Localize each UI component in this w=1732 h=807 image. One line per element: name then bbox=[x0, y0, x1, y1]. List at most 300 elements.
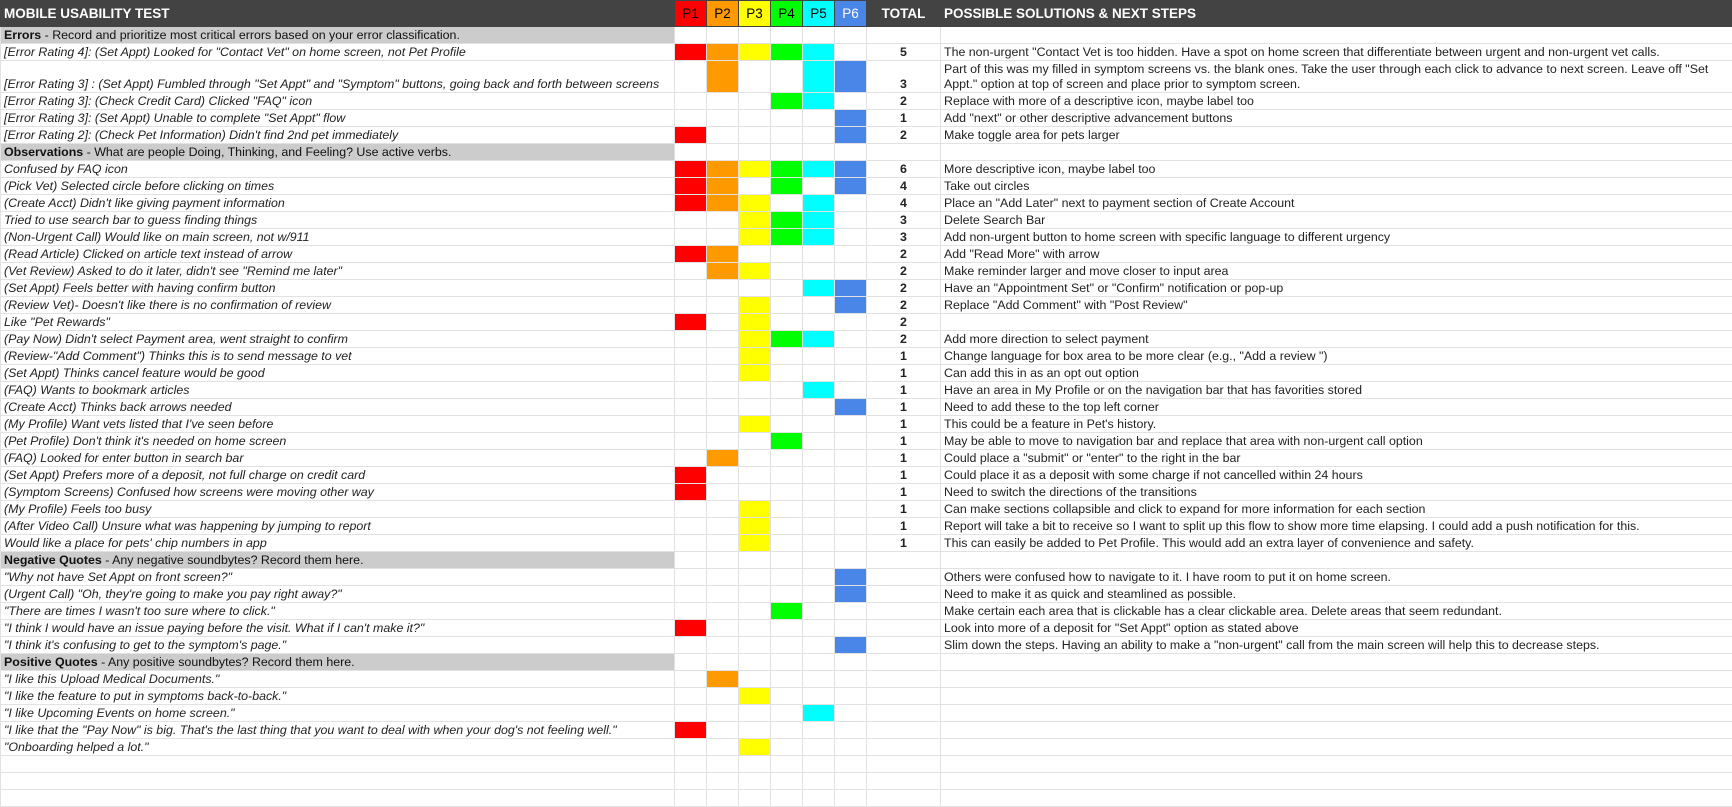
participant-cell-p6[interactable] bbox=[835, 246, 867, 263]
participant-cell-p4[interactable] bbox=[771, 280, 803, 297]
participant-cell-p5[interactable] bbox=[803, 399, 835, 416]
empty-cell[interactable] bbox=[675, 654, 707, 671]
empty-cell[interactable] bbox=[675, 756, 707, 773]
participant-cell-p5[interactable] bbox=[803, 620, 835, 637]
finding-cell[interactable]: Like "Pet Rewards" bbox=[1, 314, 675, 331]
solution-cell[interactable]: Report will take a bit to receive so I want to split up this flow to show more time elapsing. I could add a push notification for this. bbox=[941, 518, 1732, 535]
total-cell[interactable]: 6 bbox=[867, 161, 941, 178]
finding-cell[interactable]: [Error Rating 3]: (Set Appt) Unable to complete "Set Appt" flow bbox=[1, 110, 675, 127]
participant-cell-p2[interactable] bbox=[707, 688, 739, 705]
total-cell[interactable]: 4 bbox=[867, 178, 941, 195]
participant-cell-p2[interactable] bbox=[707, 603, 739, 620]
solution-cell[interactable] bbox=[941, 688, 1732, 705]
participant-cell-p3[interactable] bbox=[739, 229, 771, 246]
participant-cell-p3[interactable] bbox=[739, 433, 771, 450]
participant-cell-p3[interactable] bbox=[739, 671, 771, 688]
participant-cell-p6[interactable] bbox=[835, 110, 867, 127]
participant-cell-p1[interactable] bbox=[675, 93, 707, 110]
participant-cell-p6[interactable] bbox=[835, 603, 867, 620]
participant-cell-p3[interactable] bbox=[739, 297, 771, 314]
participant-cell-p3[interactable] bbox=[739, 110, 771, 127]
participant-cell-p1[interactable] bbox=[675, 705, 707, 722]
solution-cell[interactable]: Make toggle area for pets larger bbox=[941, 127, 1732, 144]
participant-cell-p5[interactable] bbox=[803, 110, 835, 127]
participant-cell-p4[interactable] bbox=[771, 61, 803, 93]
total-cell[interactable] bbox=[867, 569, 941, 586]
participant-cell-p3[interactable] bbox=[739, 348, 771, 365]
participant-header-p3[interactable]: P3 bbox=[739, 1, 771, 27]
participant-cell-p5[interactable] bbox=[803, 161, 835, 178]
empty-cell[interactable] bbox=[675, 790, 707, 807]
participant-cell-p2[interactable] bbox=[707, 433, 739, 450]
participant-cell-p1[interactable] bbox=[675, 348, 707, 365]
participant-cell-p4[interactable] bbox=[771, 688, 803, 705]
participant-cell-p6[interactable] bbox=[835, 331, 867, 348]
participant-cell-p3[interactable] bbox=[739, 620, 771, 637]
empty-cell[interactable] bbox=[835, 552, 867, 569]
participant-cell-p5[interactable] bbox=[803, 212, 835, 229]
empty-cell[interactable] bbox=[941, 773, 1732, 790]
finding-cell[interactable]: "I like the feature to put in symptoms back-to-back." bbox=[1, 688, 675, 705]
participant-cell-p5[interactable] bbox=[803, 569, 835, 586]
finding-cell[interactable]: [Error Rating 4]: (Set Appt) Looked for "Contact Vet" on home screen, not Pet Profile bbox=[1, 44, 675, 61]
participant-cell-p3[interactable] bbox=[739, 518, 771, 535]
total-cell[interactable]: 1 bbox=[867, 416, 941, 433]
participant-cell-p5[interactable] bbox=[803, 246, 835, 263]
participant-cell-p1[interactable] bbox=[675, 178, 707, 195]
finding-cell[interactable]: (Pay Now) Didn't select Payment area, went straight to confirm bbox=[1, 331, 675, 348]
participant-cell-p5[interactable] bbox=[803, 739, 835, 756]
total-cell[interactable] bbox=[867, 637, 941, 654]
finding-cell[interactable]: (Create Acct) Didn't like giving payment information bbox=[1, 195, 675, 212]
participant-cell-p2[interactable] bbox=[707, 212, 739, 229]
solution-cell[interactable]: More descriptive icon, maybe label too bbox=[941, 161, 1732, 178]
finding-cell[interactable]: (Review-"Add Comment") Thinks this is to send message to vet bbox=[1, 348, 675, 365]
solution-cell[interactable]: This could be a feature in Pet's history. bbox=[941, 416, 1732, 433]
empty-cell[interactable] bbox=[771, 773, 803, 790]
participant-cell-p4[interactable] bbox=[771, 671, 803, 688]
solution-cell[interactable]: Could place a "submit" or "enter" to the right in the bar bbox=[941, 450, 1732, 467]
section-title-cell[interactable] bbox=[1, 27, 675, 44]
solution-cell[interactable]: Delete Search Bar bbox=[941, 212, 1732, 229]
participant-cell-p2[interactable] bbox=[707, 671, 739, 688]
solution-cell[interactable]: Could place it as a deposit with some charge if not cancelled within 24 hours bbox=[941, 467, 1732, 484]
total-cell[interactable]: 1 bbox=[867, 365, 941, 382]
solution-cell[interactable]: Others were confused how to navigate to it. I have room to put it on home screen. bbox=[941, 569, 1732, 586]
participant-cell-p2[interactable] bbox=[707, 263, 739, 280]
finding-cell[interactable]: [Error Rating 3] : (Set Appt) Fumbled through "Set Appt" and "Symptom" buttons, going back and forth between screens bbox=[1, 61, 675, 93]
participant-cell-p2[interactable] bbox=[707, 739, 739, 756]
participant-cell-p1[interactable] bbox=[675, 433, 707, 450]
participant-cell-p5[interactable] bbox=[803, 518, 835, 535]
participant-cell-p5[interactable] bbox=[803, 484, 835, 501]
participant-cell-p5[interactable] bbox=[803, 263, 835, 280]
solution-cell[interactable]: Take out circles bbox=[941, 178, 1732, 195]
solution-cell[interactable] bbox=[941, 705, 1732, 722]
solution-cell[interactable]: Can make sections collapsible and click to expand for more information for each section bbox=[941, 501, 1732, 518]
solution-cell[interactable]: Make certain each area that is clickable has a clear clickable area. Delete areas that seem redundant. bbox=[941, 603, 1732, 620]
participant-cell-p2[interactable] bbox=[707, 93, 739, 110]
participant-cell-p4[interactable] bbox=[771, 212, 803, 229]
participant-cell-p5[interactable] bbox=[803, 93, 835, 110]
participant-cell-p5[interactable] bbox=[803, 44, 835, 61]
total-cell[interactable] bbox=[867, 705, 941, 722]
participant-cell-p4[interactable] bbox=[771, 297, 803, 314]
total-cell[interactable] bbox=[867, 586, 941, 603]
total-cell[interactable]: 1 bbox=[867, 110, 941, 127]
participant-cell-p2[interactable] bbox=[707, 484, 739, 501]
participant-cell-p1[interactable] bbox=[675, 314, 707, 331]
total-cell[interactable]: 1 bbox=[867, 382, 941, 399]
empty-cell[interactable] bbox=[835, 790, 867, 807]
finding-cell[interactable]: (Read Article) Clicked on article text instead of arrow bbox=[1, 246, 675, 263]
participant-cell-p4[interactable] bbox=[771, 246, 803, 263]
participant-cell-p3[interactable] bbox=[739, 127, 771, 144]
empty-cell[interactable] bbox=[835, 144, 867, 161]
finding-cell[interactable]: "I like Upcoming Events on home screen." bbox=[1, 705, 675, 722]
participant-header-p5[interactable]: P5 bbox=[803, 1, 835, 27]
finding-cell[interactable]: "I like this Upload Medical Documents." bbox=[1, 671, 675, 688]
participant-cell-p1[interactable] bbox=[675, 365, 707, 382]
empty-cell[interactable] bbox=[867, 27, 941, 44]
solution-cell[interactable]: Place an "Add Later" next to payment section of Create Account bbox=[941, 195, 1732, 212]
participant-cell-p6[interactable] bbox=[835, 535, 867, 552]
total-cell[interactable] bbox=[867, 688, 941, 705]
empty-cell[interactable] bbox=[771, 654, 803, 671]
participant-cell-p2[interactable] bbox=[707, 229, 739, 246]
empty-cell[interactable] bbox=[941, 27, 1732, 44]
finding-cell[interactable]: (Non-Urgent Call) Would like on main screen, not w/911 bbox=[1, 229, 675, 246]
participant-cell-p2[interactable] bbox=[707, 348, 739, 365]
solution-cell[interactable]: Have an "Appointment Set" or "Confirm" notification or pop-up bbox=[941, 280, 1732, 297]
participant-cell-p4[interactable] bbox=[771, 484, 803, 501]
participant-cell-p4[interactable] bbox=[771, 535, 803, 552]
empty-cell[interactable] bbox=[739, 773, 771, 790]
participant-cell-p3[interactable] bbox=[739, 467, 771, 484]
finding-cell[interactable]: [Error Rating 2]: (Check Pet Information) Didn't find 2nd pet immediately bbox=[1, 127, 675, 144]
participant-cell-p5[interactable] bbox=[803, 61, 835, 93]
participant-cell-p3[interactable] bbox=[739, 450, 771, 467]
participant-cell-p5[interactable] bbox=[803, 637, 835, 654]
empty-cell[interactable] bbox=[803, 773, 835, 790]
total-cell[interactable]: 5 bbox=[867, 44, 941, 61]
total-cell[interactable] bbox=[867, 722, 941, 739]
participant-cell-p1[interactable] bbox=[675, 195, 707, 212]
empty-cell[interactable] bbox=[803, 27, 835, 44]
participant-cell-p3[interactable] bbox=[739, 722, 771, 739]
participant-cell-p2[interactable] bbox=[707, 127, 739, 144]
participant-cell-p4[interactable] bbox=[771, 399, 803, 416]
sheet-title[interactable]: MOBILE USABILITY TEST bbox=[1, 1, 675, 27]
solution-cell[interactable]: Replace with more of a descriptive icon, maybe label too bbox=[941, 93, 1732, 110]
participant-cell-p5[interactable] bbox=[803, 229, 835, 246]
participant-cell-p3[interactable] bbox=[739, 705, 771, 722]
solution-cell[interactable] bbox=[941, 739, 1732, 756]
participant-cell-p4[interactable] bbox=[771, 433, 803, 450]
finding-cell[interactable]: (Urgent Call) "Oh, they're going to make you pay right away?" bbox=[1, 586, 675, 603]
participant-cell-p1[interactable] bbox=[675, 297, 707, 314]
participant-cell-p3[interactable] bbox=[739, 331, 771, 348]
total-cell[interactable] bbox=[867, 620, 941, 637]
participant-cell-p1[interactable] bbox=[675, 61, 707, 93]
participant-cell-p4[interactable] bbox=[771, 110, 803, 127]
empty-cell[interactable] bbox=[771, 756, 803, 773]
participant-cell-p4[interactable] bbox=[771, 518, 803, 535]
empty-cell[interactable] bbox=[771, 790, 803, 807]
participant-cell-p1[interactable] bbox=[675, 212, 707, 229]
total-cell[interactable]: 2 bbox=[867, 93, 941, 110]
empty-cell[interactable] bbox=[803, 552, 835, 569]
participant-cell-p2[interactable] bbox=[707, 161, 739, 178]
participant-cell-p6[interactable] bbox=[835, 501, 867, 518]
empty-cell[interactable] bbox=[739, 654, 771, 671]
participant-cell-p5[interactable] bbox=[803, 603, 835, 620]
participant-cell-p6[interactable] bbox=[835, 518, 867, 535]
participant-cell-p2[interactable] bbox=[707, 467, 739, 484]
solution-cell[interactable] bbox=[941, 722, 1732, 739]
participant-cell-p3[interactable] bbox=[739, 586, 771, 603]
participant-cell-p4[interactable] bbox=[771, 127, 803, 144]
empty-cell[interactable] bbox=[941, 552, 1732, 569]
section-title-cell[interactable] bbox=[1, 552, 675, 569]
participant-cell-p5[interactable] bbox=[803, 280, 835, 297]
empty-cell[interactable] bbox=[707, 790, 739, 807]
solution-cell[interactable]: May be able to move to navigation bar and replace that area with non-urgent call option bbox=[941, 433, 1732, 450]
solution-cell[interactable]: Need to switch the directions of the transitions bbox=[941, 484, 1732, 501]
finding-cell[interactable]: (FAQ) Wants to bookmark articles bbox=[1, 382, 675, 399]
finding-cell[interactable]: (Set Appt) Feels better with having confirm button bbox=[1, 280, 675, 297]
participant-cell-p4[interactable] bbox=[771, 603, 803, 620]
participant-cell-p5[interactable] bbox=[803, 671, 835, 688]
participant-cell-p5[interactable] bbox=[803, 450, 835, 467]
participant-cell-p2[interactable] bbox=[707, 314, 739, 331]
participant-cell-p3[interactable] bbox=[739, 637, 771, 654]
finding-cell[interactable]: Would like a place for pets' chip numbers in app bbox=[1, 535, 675, 552]
empty-cell[interactable] bbox=[771, 552, 803, 569]
solution-cell[interactable]: Can add this in as an opt out option bbox=[941, 365, 1732, 382]
empty-cell[interactable] bbox=[675, 27, 707, 44]
participant-cell-p5[interactable] bbox=[803, 501, 835, 518]
participant-cell-p2[interactable] bbox=[707, 518, 739, 535]
participant-cell-p2[interactable] bbox=[707, 331, 739, 348]
finding-cell[interactable]: (Set Appt) Prefers more of a deposit, not full charge on credit card bbox=[1, 467, 675, 484]
total-cell[interactable]: 2 bbox=[867, 280, 941, 297]
participant-cell-p5[interactable] bbox=[803, 705, 835, 722]
participant-cell-p1[interactable] bbox=[675, 127, 707, 144]
empty-cell[interactable] bbox=[739, 756, 771, 773]
solution-cell[interactable]: Look into more of a deposit for "Set Appt" option as stated above bbox=[941, 620, 1732, 637]
empty-cell[interactable] bbox=[941, 756, 1732, 773]
empty-cell[interactable] bbox=[1, 773, 675, 790]
participant-cell-p2[interactable] bbox=[707, 297, 739, 314]
total-cell[interactable] bbox=[867, 671, 941, 688]
participant-cell-p3[interactable] bbox=[739, 535, 771, 552]
empty-cell[interactable] bbox=[867, 756, 941, 773]
empty-cell[interactable] bbox=[867, 144, 941, 161]
empty-cell[interactable] bbox=[739, 27, 771, 44]
empty-cell[interactable] bbox=[707, 27, 739, 44]
participant-cell-p3[interactable] bbox=[739, 44, 771, 61]
total-cell[interactable]: 2 bbox=[867, 246, 941, 263]
empty-cell[interactable] bbox=[1, 790, 675, 807]
section-title-cell[interactable] bbox=[1, 144, 675, 161]
participant-cell-p1[interactable] bbox=[675, 399, 707, 416]
participant-cell-p3[interactable] bbox=[739, 569, 771, 586]
participant-cell-p1[interactable] bbox=[675, 484, 707, 501]
participant-cell-p1[interactable] bbox=[675, 110, 707, 127]
participant-cell-p6[interactable] bbox=[835, 722, 867, 739]
participant-cell-p1[interactable] bbox=[675, 246, 707, 263]
participant-cell-p6[interactable] bbox=[835, 44, 867, 61]
participant-cell-p6[interactable] bbox=[835, 688, 867, 705]
finding-cell[interactable]: (FAQ) Looked for enter button in search bar bbox=[1, 450, 675, 467]
participant-cell-p1[interactable] bbox=[675, 671, 707, 688]
participant-cell-p3[interactable] bbox=[739, 603, 771, 620]
empty-cell[interactable] bbox=[803, 790, 835, 807]
participant-cell-p5[interactable] bbox=[803, 433, 835, 450]
participant-cell-p5[interactable] bbox=[803, 348, 835, 365]
participant-cell-p4[interactable] bbox=[771, 331, 803, 348]
participant-cell-p4[interactable] bbox=[771, 739, 803, 756]
participant-cell-p6[interactable] bbox=[835, 586, 867, 603]
participant-cell-p3[interactable] bbox=[739, 280, 771, 297]
participant-cell-p4[interactable] bbox=[771, 722, 803, 739]
participant-cell-p6[interactable] bbox=[835, 161, 867, 178]
empty-cell[interactable] bbox=[739, 552, 771, 569]
empty-cell[interactable] bbox=[771, 27, 803, 44]
empty-cell[interactable] bbox=[835, 756, 867, 773]
participant-cell-p4[interactable] bbox=[771, 416, 803, 433]
solution-cell[interactable]: Part of this was my filled in symptom screens vs. the blank ones. Take the user through each click to advance to next screen. Leave off "Set Appt." option at top of screen and place prior to symptom screen. bbox=[941, 61, 1732, 93]
finding-cell[interactable]: (My Profile) Feels too busy bbox=[1, 501, 675, 518]
empty-cell[interactable] bbox=[675, 144, 707, 161]
participant-cell-p4[interactable] bbox=[771, 93, 803, 110]
empty-cell[interactable] bbox=[707, 552, 739, 569]
participant-cell-p4[interactable] bbox=[771, 365, 803, 382]
solution-cell[interactable]: Need to make it as quick and steamlined as possible. bbox=[941, 586, 1732, 603]
participant-cell-p6[interactable] bbox=[835, 399, 867, 416]
participant-cell-p5[interactable] bbox=[803, 297, 835, 314]
participant-cell-p5[interactable] bbox=[803, 586, 835, 603]
participant-cell-p3[interactable] bbox=[739, 688, 771, 705]
participant-cell-p6[interactable] bbox=[835, 212, 867, 229]
total-cell[interactable]: 1 bbox=[867, 518, 941, 535]
participant-cell-p6[interactable] bbox=[835, 705, 867, 722]
total-cell[interactable]: 2 bbox=[867, 263, 941, 280]
participant-cell-p2[interactable] bbox=[707, 61, 739, 93]
participant-cell-p1[interactable] bbox=[675, 603, 707, 620]
total-cell[interactable]: 1 bbox=[867, 433, 941, 450]
empty-cell[interactable] bbox=[1, 756, 675, 773]
empty-cell[interactable] bbox=[941, 144, 1732, 161]
total-cell[interactable]: 1 bbox=[867, 484, 941, 501]
participant-cell-p2[interactable] bbox=[707, 416, 739, 433]
participant-cell-p6[interactable] bbox=[835, 382, 867, 399]
empty-cell[interactable] bbox=[941, 790, 1732, 807]
participant-cell-p1[interactable] bbox=[675, 44, 707, 61]
participant-header-p1[interactable]: P1 bbox=[675, 1, 707, 27]
finding-cell[interactable]: (Vet Review) Asked to do it later, didn't see "Remind me later" bbox=[1, 263, 675, 280]
solution-cell[interactable] bbox=[941, 671, 1732, 688]
total-cell[interactable] bbox=[867, 739, 941, 756]
empty-cell[interactable] bbox=[771, 144, 803, 161]
empty-cell[interactable] bbox=[803, 756, 835, 773]
finding-cell[interactable]: Tried to use search bar to guess finding things bbox=[1, 212, 675, 229]
empty-cell[interactable] bbox=[675, 773, 707, 790]
participant-cell-p6[interactable] bbox=[835, 671, 867, 688]
participant-cell-p5[interactable] bbox=[803, 382, 835, 399]
participant-cell-p2[interactable] bbox=[707, 586, 739, 603]
participant-cell-p6[interactable] bbox=[835, 61, 867, 93]
participant-cell-p1[interactable] bbox=[675, 569, 707, 586]
participant-cell-p5[interactable] bbox=[803, 178, 835, 195]
participant-cell-p5[interactable] bbox=[803, 416, 835, 433]
participant-cell-p1[interactable] bbox=[675, 161, 707, 178]
participant-cell-p2[interactable] bbox=[707, 620, 739, 637]
solution-cell[interactable]: Add non-urgent button to home screen with specific language to different urgency bbox=[941, 229, 1732, 246]
participant-cell-p3[interactable] bbox=[739, 365, 771, 382]
solution-cell[interactable]: Need to add these to the top left corner bbox=[941, 399, 1732, 416]
total-cell[interactable]: 2 bbox=[867, 297, 941, 314]
participant-cell-p2[interactable] bbox=[707, 501, 739, 518]
participant-header-p2[interactable]: P2 bbox=[707, 1, 739, 27]
empty-cell[interactable] bbox=[867, 654, 941, 671]
empty-cell[interactable] bbox=[835, 654, 867, 671]
participant-cell-p4[interactable] bbox=[771, 195, 803, 212]
participant-cell-p1[interactable] bbox=[675, 722, 707, 739]
finding-cell[interactable]: Confused by FAQ icon bbox=[1, 161, 675, 178]
total-header[interactable]: TOTAL bbox=[867, 1, 941, 27]
empty-cell[interactable] bbox=[739, 144, 771, 161]
participant-cell-p2[interactable] bbox=[707, 178, 739, 195]
participant-cell-p4[interactable] bbox=[771, 382, 803, 399]
finding-cell[interactable]: "I think I would have an issue paying before the visit. What if I can't make it?" bbox=[1, 620, 675, 637]
finding-cell[interactable]: (Set Appt) Thinks cancel feature would be good bbox=[1, 365, 675, 382]
total-cell[interactable]: 2 bbox=[867, 314, 941, 331]
participant-cell-p1[interactable] bbox=[675, 620, 707, 637]
participant-cell-p1[interactable] bbox=[675, 263, 707, 280]
total-cell[interactable]: 4 bbox=[867, 195, 941, 212]
participant-cell-p1[interactable] bbox=[675, 688, 707, 705]
participant-cell-p6[interactable] bbox=[835, 127, 867, 144]
participant-cell-p1[interactable] bbox=[675, 518, 707, 535]
participant-cell-p6[interactable] bbox=[835, 620, 867, 637]
total-cell[interactable]: 2 bbox=[867, 331, 941, 348]
finding-cell[interactable]: (Pick Vet) Selected circle before clicking on times bbox=[1, 178, 675, 195]
total-cell[interactable]: 1 bbox=[867, 501, 941, 518]
empty-cell[interactable] bbox=[803, 144, 835, 161]
participant-cell-p3[interactable] bbox=[739, 212, 771, 229]
participant-cell-p1[interactable] bbox=[675, 637, 707, 654]
finding-cell[interactable]: "Onboarding helped a lot." bbox=[1, 739, 675, 756]
participant-cell-p2[interactable] bbox=[707, 195, 739, 212]
finding-cell[interactable]: (Pet Profile) Don't think it's needed on home screen bbox=[1, 433, 675, 450]
participant-cell-p5[interactable] bbox=[803, 331, 835, 348]
empty-cell[interactable] bbox=[835, 773, 867, 790]
participant-cell-p3[interactable] bbox=[739, 416, 771, 433]
participant-cell-p3[interactable] bbox=[739, 314, 771, 331]
participant-cell-p1[interactable] bbox=[675, 467, 707, 484]
participant-cell-p4[interactable] bbox=[771, 569, 803, 586]
total-cell[interactable]: 3 bbox=[867, 61, 941, 93]
solution-cell[interactable]: Make reminder larger and move closer to input area bbox=[941, 263, 1732, 280]
solution-cell[interactable]: Slim down the steps. Having an ability to make a "non-urgent" call from the main screen will help this to decrease steps. bbox=[941, 637, 1732, 654]
participant-cell-p5[interactable] bbox=[803, 722, 835, 739]
participant-cell-p4[interactable] bbox=[771, 637, 803, 654]
participant-cell-p6[interactable] bbox=[835, 229, 867, 246]
participant-cell-p4[interactable] bbox=[771, 44, 803, 61]
participant-cell-p6[interactable] bbox=[835, 739, 867, 756]
